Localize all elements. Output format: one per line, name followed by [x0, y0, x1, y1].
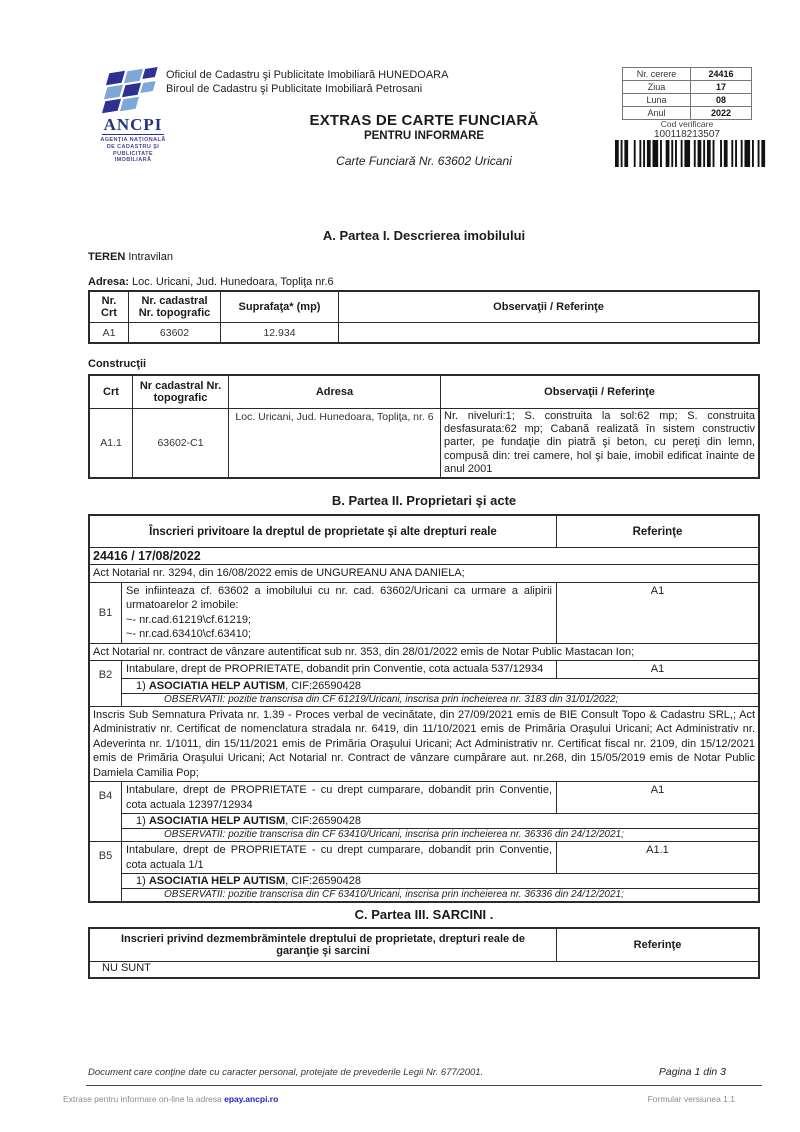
constructions-table	[88, 374, 760, 479]
address-label: Adresa:	[88, 276, 129, 288]
entry-b1	[90, 583, 758, 644]
entry-b2-owner: 1) ASOCIATIA HELP AUTISM, CIF:26590428	[122, 678, 758, 693]
verification-label: Cod verificare	[660, 119, 714, 129]
footer-privacy-line	[88, 1066, 760, 1078]
constructions-table-row: A1.1 63602-C1 Loc. Uricani, Jud. Hunedoara, Topliţa, nr. 6 Nr. niveluri:1; S. construita la sol:62 mp; S. construita desfasurata:62 mp; Cabană realizată în sistem constructiv parter, pe fundaţie din piatră şi beton, cu pereţi din lemn, compusă din: trei camere, hol şi baie, imobil edificat înainte de anul 2001	[90, 408, 758, 477]
sarcini-table	[88, 927, 760, 979]
constructions-label: Construcţii	[88, 358, 147, 370]
part-c-title: C. Partea III. SARCINI .	[354, 907, 494, 923]
document-title: EXTRAS DE CARTE FUNCIARĂ	[309, 112, 539, 129]
sarcini-table-row: NU SUNT	[90, 961, 758, 977]
barcode	[615, 140, 767, 167]
office-line-2: Biroul de Cadastru şi Publicitate Imobiliară Petrosani	[166, 83, 423, 95]
verification-code: 100118213507	[654, 128, 720, 140]
office-line-1: Oficiul de Cadastru şi Publicitate Imobiliară HUNEDOARA	[166, 69, 449, 81]
entry-b5-observations: OBSERVATII: pozitie transcrisa din CF 63410/Uricani, inscrisa prin incheierea nr. 36336 din 24/12/2021;	[122, 888, 758, 901]
part-a-title: A. Partea I. Descrierea imobilului	[322, 228, 526, 243]
form-version: Formular versiunea 1.1	[647, 1094, 735, 1104]
entry-b4	[90, 782, 758, 842]
entry-b4-observations: OBSERVATII: pozitie transcrisa din CF 63410/Uricani, inscrisa prin incheierea nr. 36336 din 24/12/2021;	[122, 828, 758, 841]
owner-name: ASOCIATIA HELP AUTISM	[148, 679, 286, 692]
ancpi-logo-subtitle: AGENŢIA NAŢIONALĂ DE CADASTRU ŞI PUBLICITATE IMOBILIARĂ	[100, 136, 166, 164]
entry-b2-text: Intabulare, drept de PROPRIETATE, dobandit prin Conventie, cota actuala 537/12934	[122, 661, 557, 678]
entry-b5	[90, 842, 758, 901]
entry-b4-ref: A1	[650, 784, 665, 797]
entry-b5-text: Intabulare, drept de PROPRIETATE - cu drept cumparare, dobandit prin Conventie, cota actuala 1/1	[122, 842, 557, 873]
request-row-nr-cerere: Nr. cerere 24416	[623, 68, 751, 81]
land-table-row: A1 63602 12.934	[90, 322, 758, 342]
entry-b1-ref: A1	[650, 584, 665, 597]
entry-b2	[90, 661, 758, 707]
verification-code-block	[612, 120, 762, 139]
entry-b4-owner: 1) ASOCIATIA HELP AUTISM, CIF:26590428	[122, 813, 758, 828]
address-line	[88, 276, 760, 288]
entry-b2-id: B2	[90, 661, 122, 706]
footer-bottom-line	[63, 1094, 735, 1104]
entry-b2-ref: A1	[650, 663, 665, 676]
owners-table-header: Înscrieri privitoare la dreptul de proprietate şi alte drepturi reale Referinţe	[90, 516, 758, 548]
document-subtitle: PENTRU INFORMARE	[363, 130, 485, 142]
sarcini-table-header: Inscrieri privind dezmembrămintele dreptului de proprietate, drepturi reale de garanţie şi sarcini Referinţe	[90, 929, 758, 961]
entry-b5-ref: A1.1	[646, 844, 669, 857]
request-row-luna: Luna 08	[623, 94, 751, 107]
part-b-title: B. Partea II. Proprietari şi acte	[331, 493, 517, 509]
ancpi-logo-text: ANCPI	[103, 115, 163, 134]
entry-b5-id: B5	[90, 842, 122, 901]
land-type-label: TEREN	[88, 251, 126, 263]
entry-b4-id: B4	[90, 782, 122, 841]
act-notarial-2: Act Notarial nr. contract de vânzare autentificat sub nr. 353, din 28/01/2022 emis de Notar Public Mastacan Ion;	[90, 644, 758, 662]
land-type-value: Intravilan	[128, 251, 173, 263]
privacy-notice: Document care conţine date cu caracter personal, protejate de prevederile Legii Nr. 677/2001.	[88, 1067, 484, 1078]
footer-divider	[86, 1085, 762, 1086]
owner-name: ASOCIATIA HELP AUTISM	[148, 815, 286, 828]
land-table-header: Nr. Crt Nr. cadastral Nr. topografic Suprafaţa* (mp) Observaţii / Referinţe	[90, 292, 758, 322]
constructions-table-header: Crt Nr cadastral Nr. topografic Adresa Observaţii / Referinţe	[90, 376, 758, 408]
issuing-office	[166, 68, 448, 96]
page-number: Pagina 1 din 3	[658, 1066, 726, 1078]
request-info-table	[622, 67, 752, 120]
address-value: Loc. Uricani, Jud. Hunedoara, Topliţa nr.6	[132, 276, 334, 288]
entry-b4-text: Intabulare, drept de PROPRIETATE - cu drept cumparare, dobandit prin Conventie, cota actuala 12397/12934	[122, 782, 557, 813]
entry-number: 24416 / 17/08/2022	[90, 548, 758, 565]
online-extract-note: Extrase pentru informare on-line la adresa epay.ancpi.ro	[63, 1094, 279, 1104]
entry-b2-observations: OBSERVATII: pozitie transcrisa din CF 61219/Uricani, inscrisa prin incheierea nr. 3183 din 31/01/2022;	[122, 693, 758, 706]
land-table	[88, 290, 760, 344]
epay-link[interactable]: epay.ancpi.ro	[224, 1094, 279, 1104]
entry-b1-id: B1	[90, 583, 122, 643]
entry-b5-owner: 1) ASOCIATIA HELP AUTISM, CIF:26590428	[122, 873, 758, 888]
act-list-paragraph: Inscris Sub Semnatura Privata nr. 1.39 - Proces verbal de vecinătate, din 27/09/2021 emis de BIE Consult Topo & Cadastru SRL,; Act Administrativ nr. Certificat de nomenclatura stradala nr. 6419, din 11/10/2021 emis de Primăria Oraşului Uricani; Act Administrativ nr. Adeverinta nr. 1/1011, din 15/11/2021 emis de Primăria Oraşului Uricani; Act Administrativ nr. Certificat fiscal nr. 2109, din 15/12/2021 emis de Primăria Oraşului Uricani; Act Notarial nr. Contract de vânzare cumpărare aut. nr.268, din 15/05/2019 emis de Notar Public Damiela Camilia Pop;	[90, 707, 758, 783]
request-row-ziua: Ziua 17	[623, 81, 751, 94]
land-book-reference: Carte Funciară Nr. 63602 Uricani	[336, 154, 512, 168]
ancpi-flag-icon	[106, 70, 160, 114]
request-row-anul: Anul 2022	[623, 107, 751, 120]
act-notarial-1: Act Notarial nr. 3294, din 16/08/2022 emis de UNGUREANU ANA DANIELA;	[90, 565, 758, 583]
entry-b1-text: Se infiinteaza cf. 63602 a imobilului cu nr. cad. 63602/Uricani ca urmare a alipirii urmatoarelor 2 imobile: ~- nr.cad.61219\cf.61219; ~- nr.cad.63410\cf.63410;	[122, 583, 557, 643]
owner-name: ASOCIATIA HELP AUTISM	[148, 875, 286, 888]
owners-acts-table	[88, 514, 760, 903]
land-type-line	[88, 251, 760, 263]
